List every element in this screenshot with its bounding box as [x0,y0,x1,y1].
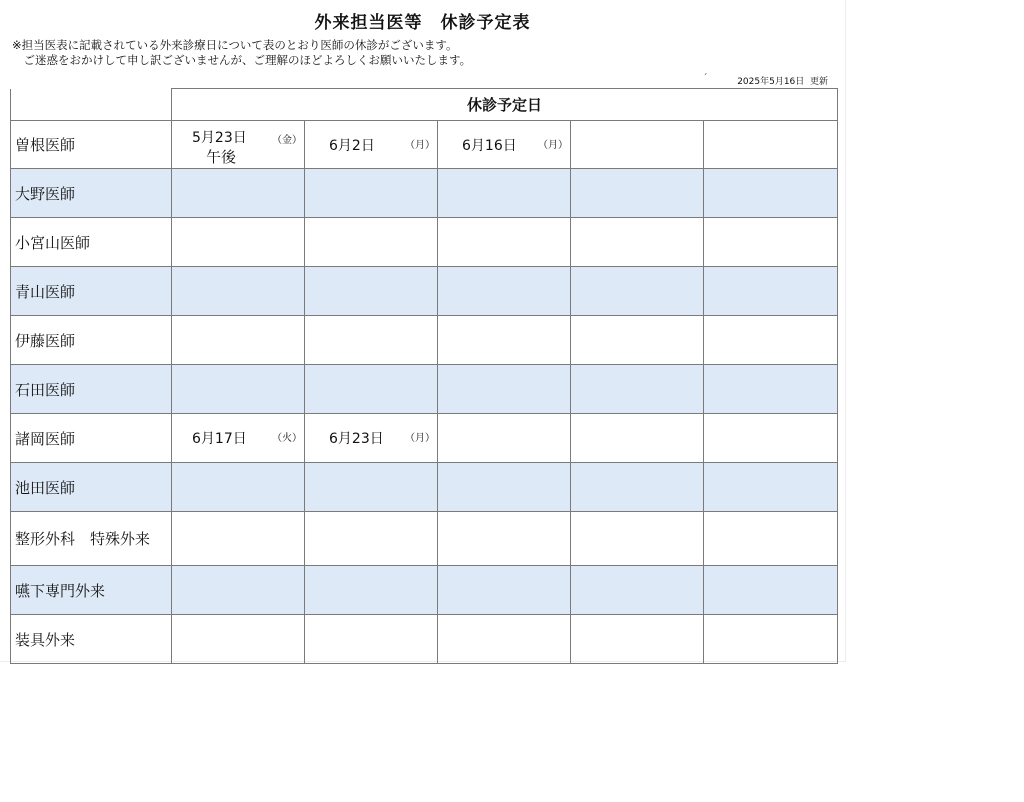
closure-date-cell [305,615,438,664]
closure-date-cell [438,566,571,615]
notice-line-1: ※担当医表に記載されている外来診療日について表のとおり医師の休診がございます。 [12,38,458,52]
closure-date-cell [571,365,704,414]
table-row [11,121,838,169]
closure-date-cell [571,316,704,365]
closure-date-cell [172,169,305,218]
closure-date-cell [172,365,305,414]
closure-date-cell [172,267,305,316]
row-label: 小宮山医師 [11,218,172,267]
header-corner-cell [11,89,172,121]
row-label: 伊藤医師 [11,316,172,365]
table-row [11,267,838,316]
closure-date-cell [305,512,438,566]
closure-date-cell [571,566,704,615]
closure-date: 6月17日 [192,431,247,447]
closure-date-cell [571,414,704,463]
closure-date-cell [172,512,305,566]
table-header-row [11,89,838,121]
table-row [11,463,838,512]
table-row [11,512,838,566]
closure-date-cell [704,365,838,414]
closure-date-cell [571,169,704,218]
closure-date-cell [571,615,704,664]
closure-date-cell [172,218,305,267]
closure-date-cell [305,463,438,512]
table-row [11,316,838,365]
closure-date-cell [305,414,438,463]
day-of-week: （火） [272,433,302,444]
closure-date: 6月2日 [329,138,375,154]
row-label: 曽根医師 [11,121,172,169]
closure-date-cell [438,512,571,566]
day-of-week: （月） [405,140,435,151]
closure-date-cell [438,365,571,414]
closure-date-cell [571,512,704,566]
closure-date-cell [704,512,838,566]
notice-line-2: ご迷惑をおかけして申し訳ございませんが、ご理解のほどよろしくお願いいたします。 [12,53,472,67]
closure-date: 5月23日 [192,130,247,146]
table-row [11,365,838,414]
closure-date-cell [438,267,571,316]
day-of-week: （月） [538,140,568,151]
closure-date-cell [438,414,571,463]
table-row [11,615,838,664]
closure-date-cell [704,566,838,615]
closure-date-cell [704,267,838,316]
closure-date-cell [438,316,571,365]
closure-date-cell [704,316,838,365]
closure-date-cell [704,463,838,512]
closure-date-cell [305,316,438,365]
closure-date-cell [571,267,704,316]
day-of-week: （金） [272,135,302,146]
day-of-week: （月） [405,433,435,444]
row-label: 青山医師 [11,267,172,316]
closure-date-cell [438,121,571,169]
row-label: 整形外科 特殊外来 [11,512,172,566]
page-title: 外来担当医等 休診予定表 [314,13,531,33]
closure-date-cell [438,615,571,664]
closure-date-cell [305,566,438,615]
closure-date: 6月16日 [462,138,517,154]
closure-date-cell [305,218,438,267]
closure-date-cell [305,365,438,414]
row-label: 諸岡医師 [11,414,172,463]
closure-date-cell [571,121,704,169]
closure-date-cell [172,566,305,615]
closure-date-cell [704,169,838,218]
updated-date: 2025年5月16日 更新 [737,77,828,87]
stray-mark: ˏ [703,66,708,76]
closure-date-cell [571,218,704,267]
closure-date-cell [305,121,438,169]
closure-date-cell [172,463,305,512]
closure-date-cell [571,463,704,512]
row-label: 装具外来 [11,615,172,664]
closure-date-cell [438,463,571,512]
table-row [11,414,838,463]
table-row [11,566,838,615]
time-note: 午後 [206,148,237,166]
closure-date-cell [305,267,438,316]
table-row [11,169,838,218]
header-closure-dates: 休診予定日 [172,89,838,121]
row-label: 嚥下専門外来 [11,566,172,615]
closure-date-cell [438,169,571,218]
row-label: 大野医師 [11,169,172,218]
closure-date-cell [172,316,305,365]
closure-date-cell [704,218,838,267]
row-label: 石田医師 [11,365,172,414]
closure-date-cell [704,414,838,463]
table-row [11,218,838,267]
closure-date-cell [704,121,838,169]
closure-date: 6月23日 [329,431,384,447]
closure-date-cell [704,615,838,664]
row-label: 池田医師 [11,463,172,512]
closure-date-cell [305,169,438,218]
closure-schedule-table [10,88,838,664]
closure-date-cell [172,414,305,463]
closure-date-cell [172,121,305,169]
closure-date-cell [438,218,571,267]
closure-date-cell [172,615,305,664]
